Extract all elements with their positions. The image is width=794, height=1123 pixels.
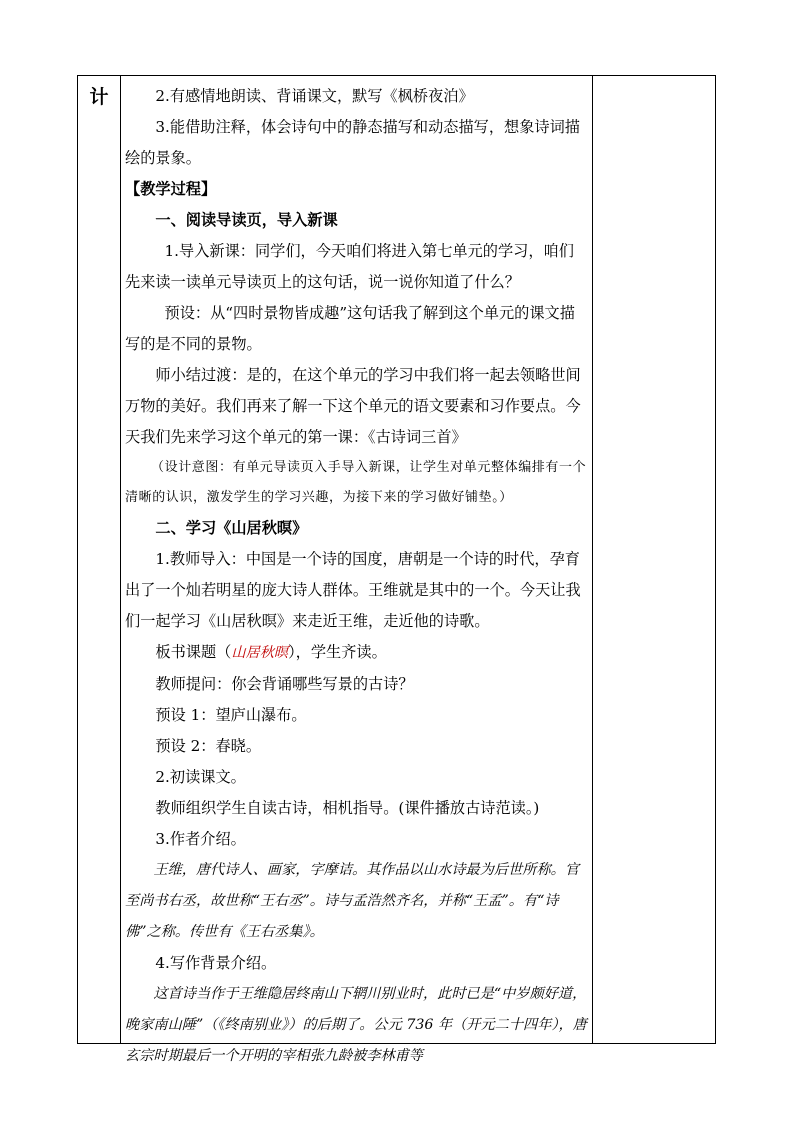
paragraph: 3.能借助注释，体会诗句中的静态描写和动态描写，想象诗词描绘的景象。: [125, 118, 580, 167]
paragraph: 一、阅读导读页，导入新课: [155, 211, 338, 229]
paragraph: 1.导入新课：同学们，今天咱们将进入第七单元的学习，咱们先来读一读单元导读页上的这句话，说一说你知道了什么？: [125, 242, 574, 291]
paragraph: 1.教师导入：中国是一个诗的国度，唐朝是一个诗的时代，孕育出了一个灿若明星的庞大诗人群体。王维就是其中的一个。今天让我们一起学习《山居秋暝》来走近王维，走近他的诗歌。: [125, 550, 581, 630]
content-cell: [121, 76, 592, 1072]
paragraph: 二、学习《山居秋暝》: [155, 519, 308, 537]
paragraph: 2.初读课文。: [155, 768, 246, 786]
paragraph: 预设 1：望庐山瀑布。: [155, 706, 307, 724]
paragraph: 王维，唐代诗人、画家，字摩诘。其作品以山水诗最为后世所称。官至尚书右丞，故世称“王右丞”。诗与孟浩然齐名，并称“王孟”。有“诗佛”之称。传世有《王右丞集》。: [125, 862, 580, 940]
paragraph: 教师提问：你会背诵哪些写景的古诗？: [155, 675, 414, 693]
board-prefix: 板书课题（: [155, 643, 232, 661]
row-label: 计: [89, 86, 109, 108]
column-divider-right: [592, 76, 593, 1043]
paragraph: 2.有感情地朗读、背诵课文，默写《枫桥夜泊》: [155, 87, 474, 105]
board-title: 山居秋暝: [231, 645, 289, 661]
paragraph-group-2: [125, 669, 588, 1072]
board-suffix: ），学生齐读。: [288, 643, 387, 661]
paragraph: 预设 2：春晓。: [155, 737, 262, 755]
paragraph: 3.作者介绍。: [155, 830, 246, 848]
paragraph: 【教学过程】: [125, 180, 217, 198]
lesson-plan-table: [77, 75, 716, 1064]
board-title-line: [125, 637, 588, 669]
paragraph: 4.写作背景介绍。: [155, 954, 277, 972]
paragraph: 师小结过渡：是的，在这个单元的学习中我们将一起去领略世间万物的美好。我们再来了解一下这个单元的语文要素和习作要点。今天我们先来学习这个单元的第一课：《古诗词三首》: [125, 366, 581, 446]
paragraph: 预设：从“四时景物皆成趣”这句话我了解到这个单元的课文描写的是不同的景物。: [125, 304, 575, 353]
paragraph: 教师组织学生自读古诗，相机指导。(课件播放古诗范读。): [155, 799, 540, 817]
paragraph: （设计意图：有单元导读页入手导入新课，让学生对单元整体编排有一个清晰的认识，激发学生的学习兴趣，为接下来的学习做好铺垫。）: [125, 460, 587, 505]
paragraph: 这首诗当作于王维隐居终南山下辋川别业时，此时已是“中岁颇好道，晚家南山陲”（《终南别业》）的后期了。公元 736 年（开元二十四年），唐玄宗时期最后一个开明的宰相张九龄被李林甫等: [125, 986, 587, 1064]
paragraph-group-1: [125, 81, 588, 637]
